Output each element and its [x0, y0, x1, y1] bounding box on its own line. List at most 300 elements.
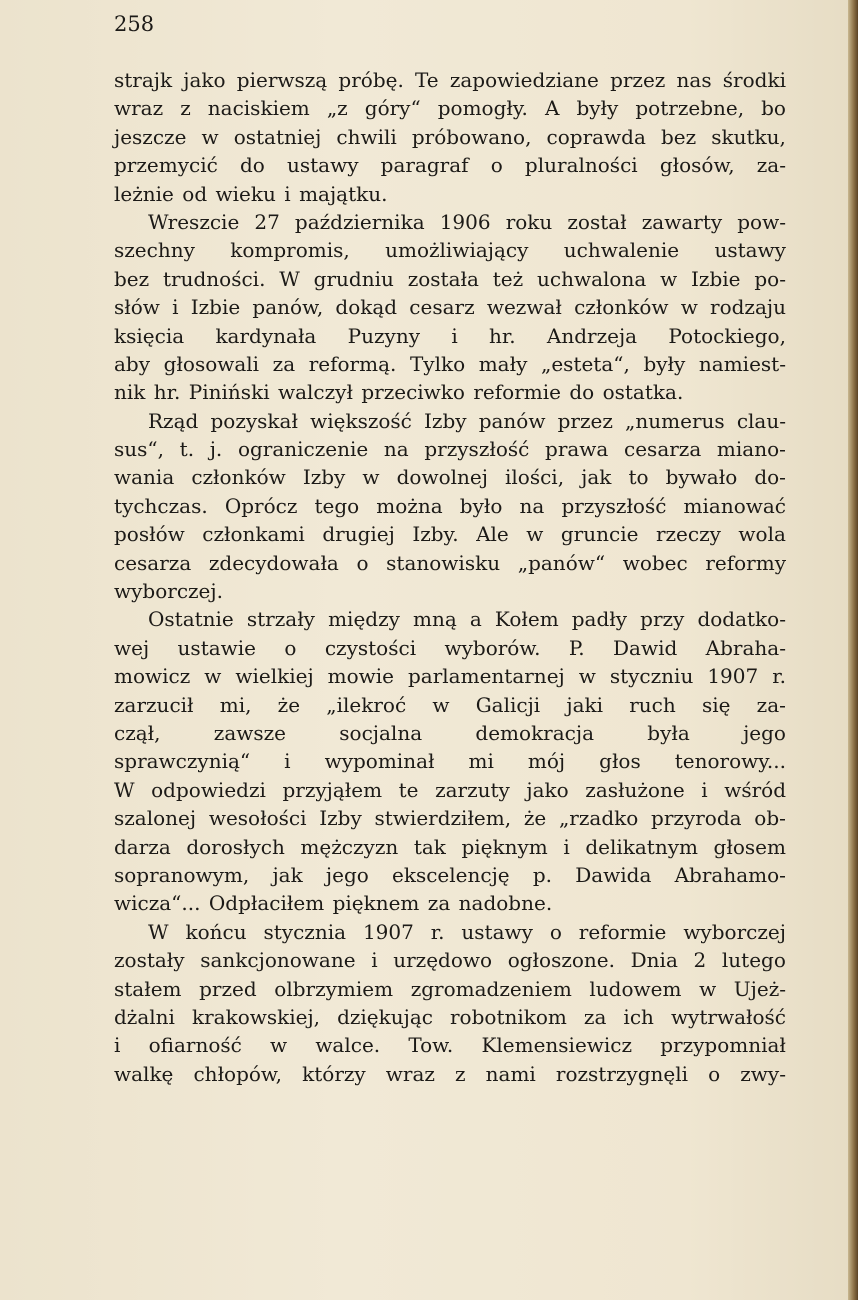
word: października — [294, 209, 425, 234]
word: była — [647, 720, 690, 745]
word: reformie — [473, 380, 561, 405]
word: sankcjonowane — [200, 948, 356, 973]
word: za- — [756, 153, 786, 178]
word: i — [172, 295, 179, 320]
word: Ale — [476, 522, 509, 547]
word: Izbie — [691, 266, 741, 291]
word: trudności. — [163, 266, 266, 291]
word: ostatka. — [602, 380, 684, 405]
word: „panów“ — [517, 550, 606, 575]
word: przyjąłem — [282, 777, 383, 802]
word: olbrzymiem — [274, 976, 394, 1001]
word: Rząd — [148, 408, 199, 433]
word: głos — [599, 749, 641, 774]
word: rzeczy — [655, 522, 721, 547]
word: Wreszcie — [148, 209, 240, 234]
word: jego — [743, 720, 786, 745]
word: księcia — [114, 323, 185, 348]
word: aby — [114, 351, 151, 376]
word: sus“, — [114, 437, 164, 462]
text-line — [114, 208, 786, 236]
word: ustawy — [286, 153, 359, 178]
word: ostatniej — [233, 124, 322, 149]
word: ludowem — [589, 976, 682, 1001]
word: wielkiej — [235, 664, 314, 689]
word: ustawie — [177, 635, 257, 660]
word: ruch — [629, 692, 676, 717]
word: Izby — [302, 465, 346, 490]
word: ilości, — [505, 465, 565, 490]
word: ustawy — [714, 238, 786, 263]
word: nik — [114, 380, 146, 405]
word: majątku. — [299, 181, 388, 206]
word: „esteta“, — [540, 351, 630, 376]
word: w — [660, 266, 678, 291]
word: prawa — [545, 437, 609, 462]
word: roku — [505, 209, 553, 234]
word: mi, — [219, 692, 252, 717]
word: mną — [413, 607, 457, 632]
text-line — [114, 1031, 786, 1059]
word: od — [182, 181, 208, 206]
word: pow- — [737, 209, 786, 234]
word: pluralności — [524, 153, 638, 178]
word: zawarty — [641, 209, 723, 234]
word: dokąd — [335, 295, 398, 320]
word: głosów, — [659, 153, 735, 178]
word: że — [523, 806, 547, 831]
text-line — [114, 889, 786, 917]
word: hr. — [153, 380, 181, 405]
word: i — [451, 323, 458, 348]
word: Piniński — [188, 380, 270, 405]
word: ofiarność — [148, 1033, 242, 1058]
word: ustawy — [461, 919, 533, 944]
word: jego — [325, 862, 369, 887]
word: na — [519, 493, 545, 518]
word: Kołem — [494, 607, 559, 632]
page-edge — [848, 0, 858, 1300]
word: przypomniał — [660, 1033, 786, 1058]
word: tychczas. — [114, 493, 208, 518]
word: przyszłość — [561, 493, 667, 518]
word: wyborczej. — [114, 579, 223, 604]
word: przed — [199, 976, 257, 1001]
word: za — [583, 1004, 607, 1029]
word: jako — [526, 777, 569, 802]
word: pięknym — [461, 834, 548, 859]
word: p. — [532, 862, 552, 887]
text-line — [114, 151, 786, 179]
word: r. — [430, 919, 445, 944]
word: wraz — [114, 96, 164, 121]
word: cesarza — [114, 550, 192, 575]
word: bywało — [665, 465, 738, 490]
word: j. — [209, 437, 223, 462]
word: w — [526, 522, 544, 547]
word: i — [284, 181, 291, 206]
word: mowie — [327, 664, 395, 689]
word: stałem — [114, 976, 182, 1001]
word: przy — [640, 607, 685, 632]
word: Izby. — [412, 522, 459, 547]
word: Potockiego, — [668, 323, 786, 348]
word: rozstrzygnęli — [555, 1061, 689, 1086]
word: sprawczynią“ — [114, 749, 251, 774]
word: Dawida — [575, 862, 652, 887]
word: został — [567, 209, 627, 234]
word: sopranowym, — [114, 862, 250, 887]
word: zasłużone — [585, 777, 685, 802]
word: pomogły. — [437, 96, 528, 121]
word: słów — [114, 295, 160, 320]
word: do- — [754, 465, 786, 490]
word: wraz — [385, 1061, 435, 1086]
text-line — [114, 946, 786, 974]
word: w — [270, 1033, 288, 1058]
text-line — [114, 180, 786, 208]
word: 27 — [254, 209, 280, 234]
word: wypominał — [324, 749, 435, 774]
word: chwili — [336, 124, 397, 149]
word: Oprócz — [224, 493, 298, 518]
word: Izbie — [190, 295, 241, 320]
word: można — [376, 493, 443, 518]
word: do — [569, 380, 595, 405]
word: cesarz — [409, 295, 475, 320]
text-line — [114, 918, 786, 946]
text-line — [114, 975, 786, 1003]
word: jak — [272, 862, 303, 887]
word: wania — [114, 465, 175, 490]
word: clau- — [736, 408, 786, 433]
word: zarzuty — [435, 777, 510, 802]
word: Te — [415, 68, 439, 92]
word: chłopów, — [193, 1061, 283, 1086]
word: walce. — [315, 1033, 381, 1058]
word: kardynała — [215, 323, 317, 348]
word: bo — [761, 96, 786, 121]
word: panów, — [252, 295, 324, 320]
word: z — [180, 96, 191, 121]
word: mężczyzn — [300, 834, 399, 859]
word: Abraha- — [705, 635, 786, 660]
word: dodatko- — [697, 607, 786, 632]
word: została — [407, 266, 479, 291]
word: cesarza — [624, 437, 702, 462]
word: Andrzeja — [546, 323, 638, 348]
word: że — [277, 692, 301, 717]
word: Dnia — [630, 948, 678, 973]
text-line — [114, 66, 786, 94]
text-line — [114, 350, 786, 378]
word: nadobne. — [458, 891, 553, 916]
word: o — [490, 153, 503, 178]
word: i — [114, 1033, 121, 1058]
word: wśród — [724, 777, 786, 802]
word: w — [204, 664, 222, 689]
word: leżnie — [114, 181, 174, 206]
text-line — [114, 662, 786, 690]
text-line — [114, 123, 786, 151]
word: 1907 — [707, 664, 759, 689]
text-line — [114, 776, 786, 804]
word: „rzadko — [558, 806, 639, 831]
word: wobec — [622, 550, 688, 575]
text-line — [114, 435, 786, 463]
word: reformie — [578, 919, 667, 944]
word: socjalna — [339, 720, 423, 745]
word: pozyskał — [210, 408, 298, 433]
word: rodzaju — [710, 295, 786, 320]
word: przez — [610, 68, 666, 92]
word: r. — [772, 664, 786, 689]
text-line — [114, 378, 786, 406]
word: Klemensiewicz — [481, 1033, 633, 1058]
text-line — [114, 577, 786, 605]
word: członków — [191, 465, 286, 490]
word: Tylko — [409, 351, 466, 376]
word: wyborów. — [444, 635, 541, 660]
word: te — [398, 777, 419, 802]
text-line — [114, 1003, 786, 1031]
word: tenorowy... — [674, 749, 786, 774]
word: delikatnym — [585, 834, 698, 859]
text-line — [114, 833, 786, 861]
word: umożliwiający — [385, 238, 529, 263]
word: styczniu — [609, 664, 694, 689]
word: było — [459, 493, 503, 518]
word: wesołości — [208, 806, 307, 831]
body-text — [114, 66, 786, 1088]
word: o — [549, 919, 562, 944]
word: środki — [722, 68, 786, 92]
word: hr. — [489, 323, 516, 348]
word: Galicji — [475, 692, 541, 717]
word: z — [455, 1061, 466, 1086]
word: szechny — [114, 238, 195, 263]
word: uchwalona — [537, 266, 647, 291]
word: o — [708, 1061, 721, 1086]
word: walkę — [114, 1061, 174, 1086]
word: wej — [114, 635, 150, 660]
word: przeciwko — [361, 380, 465, 405]
word: i — [563, 834, 570, 859]
word: i — [701, 777, 708, 802]
text-line — [114, 861, 786, 889]
word: nas — [676, 68, 712, 92]
word: „numerus — [625, 408, 725, 433]
word: Tow. — [408, 1033, 454, 1058]
word: reformy — [705, 550, 786, 575]
word: były — [576, 96, 619, 121]
word: „z — [326, 96, 348, 121]
word: próbę. — [338, 68, 404, 92]
word: reformą. — [308, 351, 397, 376]
word: ogłoszone. — [507, 948, 615, 973]
word: robotnikom — [450, 1004, 567, 1029]
word: się — [701, 692, 731, 717]
word: pierwszą — [236, 68, 328, 92]
word: przemycić — [114, 153, 218, 178]
word: zostały — [114, 948, 185, 973]
word: walczył — [277, 380, 353, 405]
text-line — [114, 94, 786, 122]
word: a — [469, 607, 482, 632]
word: A — [544, 96, 560, 121]
word: którzy — [302, 1061, 366, 1086]
word: Ujeż- — [733, 976, 786, 1001]
word: zwy- — [740, 1061, 786, 1086]
text-line — [114, 463, 786, 491]
text-line — [114, 407, 786, 435]
word: i — [284, 749, 291, 774]
word: o — [284, 635, 297, 660]
word: lutego — [721, 948, 786, 973]
word: urzędowo — [393, 948, 493, 973]
word: skutku, — [711, 124, 786, 149]
word: członkami — [202, 522, 305, 547]
word: padły — [571, 607, 628, 632]
word: jaki — [566, 692, 604, 717]
word: mój — [527, 749, 566, 774]
word: mi — [468, 749, 494, 774]
word: stwierdziłem, — [374, 806, 512, 831]
page-number: 258 — [114, 12, 155, 36]
word: 1907 — [362, 919, 414, 944]
word: krakowskiej, — [191, 1004, 321, 1029]
word: dżalni — [114, 1004, 175, 1029]
word: nami — [485, 1061, 536, 1086]
text-line — [114, 293, 786, 321]
word: zarzucił — [114, 692, 194, 717]
text-line — [114, 605, 786, 633]
word: były — [643, 351, 686, 376]
word: Puzyny — [347, 323, 421, 348]
word: 2 — [693, 948, 707, 973]
word: w — [362, 465, 380, 490]
word: W — [279, 266, 300, 291]
word: do — [239, 153, 265, 178]
word: głosowali — [163, 351, 260, 376]
word: ekscelencję — [392, 862, 510, 887]
word: „ilekroć — [326, 692, 407, 717]
word: strzały — [246, 607, 315, 632]
word: Ostatnie — [148, 607, 234, 632]
word: za — [427, 891, 451, 916]
word: zgromadzeniem — [410, 976, 572, 1001]
text-line — [114, 520, 786, 548]
word: pięknem — [332, 891, 420, 916]
word: czął, — [114, 720, 161, 745]
word: w — [201, 124, 219, 149]
word: gruncie — [560, 522, 639, 547]
word: stanowisku — [386, 550, 501, 575]
word: ob- — [754, 806, 786, 831]
word: w — [578, 664, 596, 689]
word: przez — [557, 408, 613, 433]
word: wyborczej — [683, 919, 786, 944]
word: wytrwałość — [670, 1004, 786, 1029]
word: wieku — [215, 181, 276, 206]
word: o — [356, 550, 369, 575]
word: potrzebne, — [635, 96, 745, 121]
word: w — [432, 692, 450, 717]
word: dorosłych — [186, 834, 285, 859]
word: jak — [581, 465, 612, 490]
text-line — [114, 322, 786, 350]
word: szalonej — [114, 806, 197, 831]
word: przyroda — [651, 806, 742, 831]
word: grudniu — [313, 266, 394, 291]
word: głosem — [713, 834, 786, 859]
word: góry“ — [364, 96, 421, 121]
word: Izby — [319, 806, 362, 831]
word: miano- — [716, 437, 786, 462]
word: zapowiedziane — [449, 68, 599, 92]
word: większość — [310, 408, 412, 433]
word: kompromis, — [230, 238, 350, 263]
word: darza — [114, 834, 171, 859]
word: W — [148, 919, 169, 944]
text-line — [114, 634, 786, 662]
text-line — [114, 265, 786, 293]
word: t. — [179, 437, 195, 462]
word: za- — [756, 692, 786, 717]
word: namiest- — [698, 351, 786, 376]
word: w — [680, 295, 698, 320]
word: paragraf — [380, 153, 469, 178]
word: parlamentarnej — [408, 664, 565, 689]
word: odpowiedzi — [151, 777, 266, 802]
word: strajk — [114, 68, 173, 92]
word: między — [328, 607, 400, 632]
word: jako — [183, 68, 226, 92]
word: to — [628, 465, 649, 490]
word: jeszcze — [114, 124, 187, 149]
word: po- — [754, 266, 786, 291]
text-line — [114, 719, 786, 747]
word: P. — [568, 635, 585, 660]
word: uchwalenie — [563, 238, 680, 263]
word: końcu — [185, 919, 247, 944]
word: 1906 — [439, 209, 491, 234]
word: ograniczenie — [237, 437, 369, 462]
word: Izby — [424, 408, 467, 433]
word: bez — [114, 266, 150, 291]
word: na — [383, 437, 409, 462]
word: przyszłość — [424, 437, 530, 462]
word: mianować — [683, 493, 786, 518]
word: mały — [478, 351, 528, 376]
text-line — [114, 236, 786, 264]
text-line — [114, 747, 786, 775]
word: zawsze — [213, 720, 287, 745]
word: też — [492, 266, 524, 291]
word: wicza“... — [114, 891, 201, 916]
word: tak — [413, 834, 446, 859]
word: za — [272, 351, 296, 376]
word: dowolnej — [396, 465, 488, 490]
word: członków — [574, 295, 669, 320]
word: ich — [623, 1004, 654, 1029]
text-line — [114, 549, 786, 577]
word: wezwał — [486, 295, 562, 320]
word: próbowano, — [411, 124, 532, 149]
text-line — [114, 492, 786, 520]
word: stycznia — [263, 919, 347, 944]
word: W — [114, 777, 135, 802]
